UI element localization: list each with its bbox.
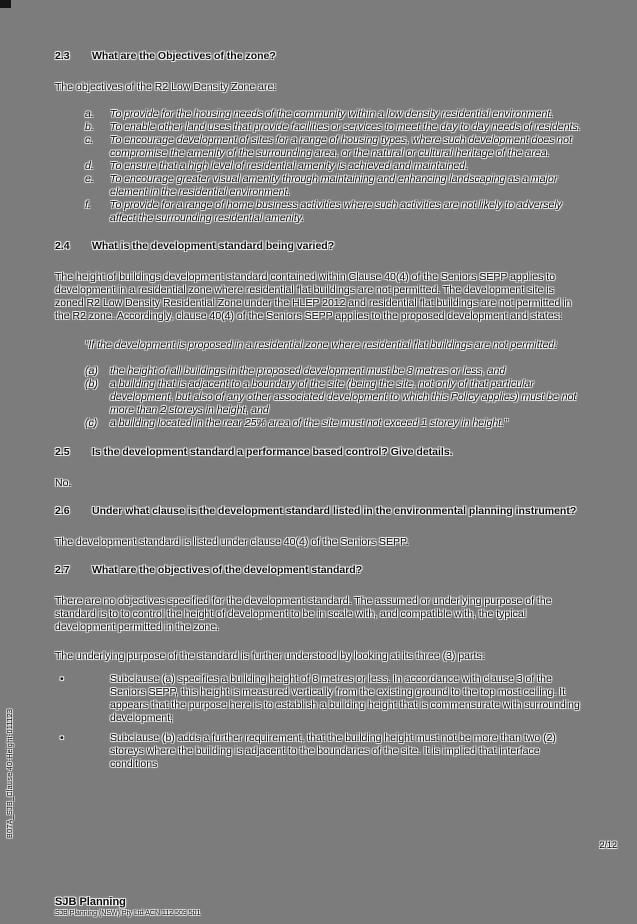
page-footer [55,896,200,918]
section-heading [55,50,583,63]
section-title: Under what clause is the development standard listed in the environmental planning instrument? [92,505,577,517]
list-marker: a. [85,108,94,120]
quote-intro: “If the development is proposed in a residential zone where residential flat buildings are not permitted: [85,339,558,351]
section-number: 2.3 [55,50,70,62]
list-item [85,160,583,173]
page-number: 2/12 [599,840,617,850]
list-text: To provide for a range of home business activities where such activities are not likely to adversely affect the surrounding residential amenity. [110,199,562,224]
section-heading [55,505,583,518]
list-text: the height of all buildings in the proposed development must be 8 metres or less, and [110,365,506,377]
bullet-marker: • [60,732,64,744]
section-body: No. [55,477,72,489]
section-body: The underlying purpose of the standard is further understood by looking at its three (3) parts: [55,650,485,662]
list-marker: c. [85,134,94,146]
section-heading [55,564,583,577]
list-item [85,365,583,378]
list-marker: f. [85,199,91,211]
list-marker: (c) [85,417,98,429]
section-title: What is the development standard being varied? [92,240,335,252]
side-reference-stamp: B07A_SJB_Clause 40-Height-011123 [7,708,14,838]
list-text: To provide for the housing needs of the community within a low density residential environment. [110,108,554,120]
section-2-3 [55,50,583,225]
section-2-4 [55,240,583,430]
bullet-list [60,673,583,771]
list-item [85,173,583,199]
bullet-item [60,673,583,725]
section-title: What are the Objectives of the zone? [92,50,276,62]
list-item [85,417,583,430]
list-item [85,134,583,160]
section-2-7 [55,564,583,771]
section-number: 2.4 [55,240,70,252]
list-marker: (b) [85,378,98,390]
list-marker: e. [85,173,94,185]
section-intro: The objectives of the R2 Low Density Zone are: [55,81,277,93]
quote-list [85,365,583,430]
list-marker: d. [85,160,94,172]
section-heading [55,240,583,253]
list-text: a building that is adjacent to a boundary of the site (being the site, not only of that particular development, but also of any other associated development to which this Policy applies) must be not more than 2 storeys in height, and [110,378,577,416]
section-title: What are the objectives of the development standard? [92,564,363,576]
section-2-6 [55,505,583,549]
section-body: The development standard is listed under clause 40(4) of the Seniors SEPP. [55,536,409,548]
list-item [85,121,583,134]
list-item [85,378,583,417]
list-marker: b. [85,121,94,133]
footer-company-name: SJB Planning [55,896,126,908]
section-2-5 [55,446,583,490]
list-text: To encourage development of sites for a range of housing types, where such development does not compromise the amenity of the surrounding area, or the natural or cultural heritage of the area. [110,134,572,159]
list-marker: (a) [85,365,98,377]
bullet-marker: • [60,673,64,685]
section-title: Is the development standard a performance based control? Give details. [92,446,453,458]
list-text: To enable other land uses that provide facilities or services to meet the day to day needs of residents. [110,121,581,133]
bullet-item [60,732,583,771]
section-number: 2.5 [55,446,70,458]
list-item [85,108,583,121]
section-body: The height of buildings development standard contained within Clause 40(4) of the Seniors SEPP applies to development in a residential zone where residential flat buildings are not permitted. The development site is zoned R2 Low Density Residential Zone under the HLEP 2012 and residential flat buildings are not permitted in the R2 zone. Accordingly, clause 40(4) of the Seniors SEPP applies to the proposed development and states: [55,271,572,322]
section-number: 2.6 [55,505,70,517]
section-number: 2.7 [55,564,70,576]
list-text: a building located in the rear 25% area of the site must not exceed 1 storey in height.” [110,417,508,429]
section-body: There are no objectives specified for the development standard. The assumed or underlying purpose of the standard is to to control the height of development to be in scale with, and compatible with, the typical development permitted in the zone. [55,595,552,633]
list-text: To encourage greater visual amenity through maintaining and enhancing landscaping as a major element in the residential environment. [110,173,558,198]
bullet-text: Subclause (b) adds a further requirement, that the building height must not be more than two (2) storeys where the building is adjacent to the boundaries of the site. It is implied that interface conditions [110,732,556,770]
objectives-list [85,108,583,225]
footer-company-details: SJB Planning (NSW) Pty Ltd ACN 112 509 501 [55,910,201,917]
section-heading [55,446,583,459]
bullet-text: Subclause (a) specifies a building height of 8 metres or less. In accordance with clause 3 of the Seniors SEPP, this height is measured vertically from the existing ground to the top most ceiling. It appears that the purpose here is to establish a building height that is commensurate with surrounding development; [110,673,580,724]
list-text: To ensure that a high level of residential amenity is achieved and maintained. [110,160,468,172]
list-item [85,199,583,225]
